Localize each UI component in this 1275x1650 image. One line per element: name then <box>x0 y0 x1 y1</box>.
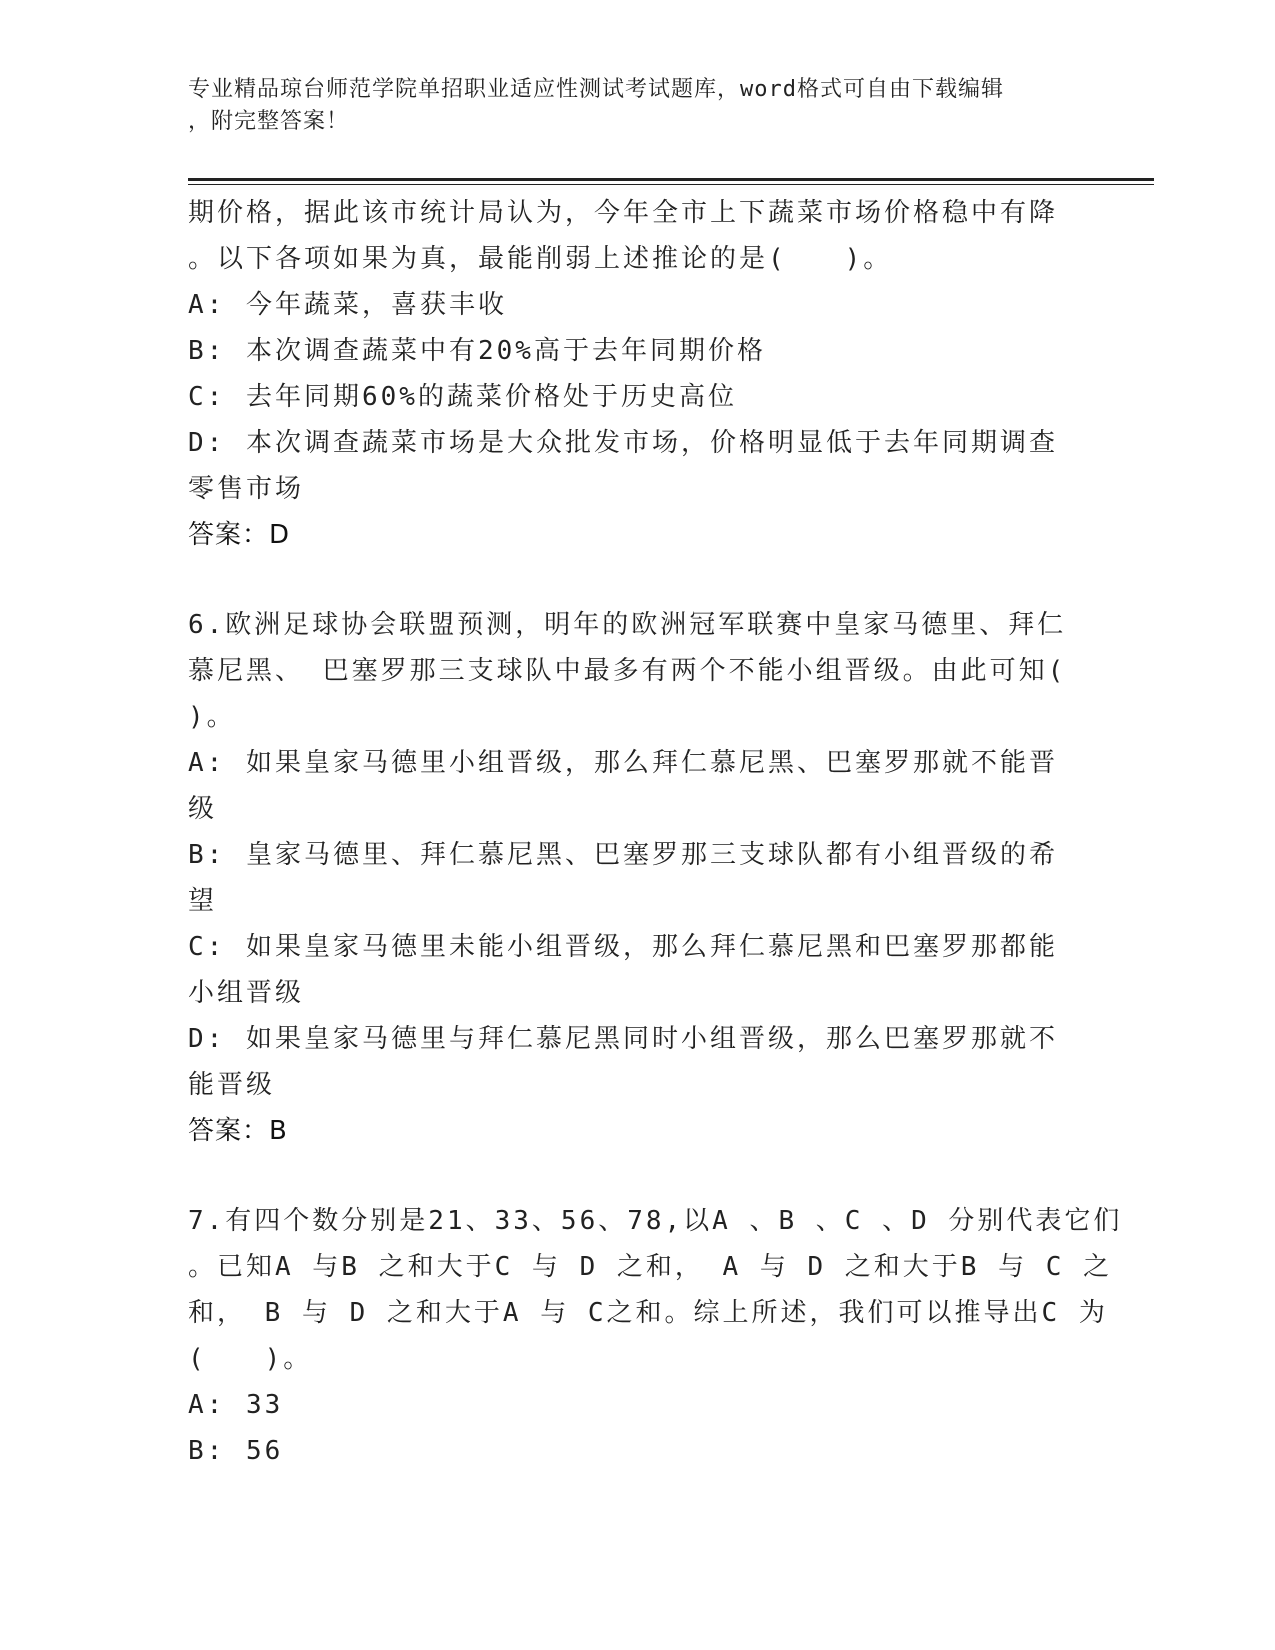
option-d <box>188 1016 1088 1062</box>
option-text: 本次调查蔬菜中有20%高于去年同期价格 <box>246 336 766 366</box>
question-7 <box>188 1198 1123 1474</box>
option-text-continued: 零售市场 <box>188 474 305 504</box>
question-text-line: ( )。 <box>188 1344 313 1374</box>
header-line-2: ，附完整答案！ <box>188 109 350 134</box>
option-b <box>188 1428 1088 1474</box>
spacer <box>188 558 1088 602</box>
question-text-line: )。 <box>188 702 236 732</box>
option-text-continued: 小组晋级 <box>188 978 305 1008</box>
question-text-line: 7.有四个数分别是21、33、56、78,以A 、B 、C 、D 分别代表它们 <box>188 1206 1123 1236</box>
answer-label: 答案：B <box>188 1116 288 1146</box>
option-a <box>188 282 1088 328</box>
option-key: C: <box>188 382 226 412</box>
option-a <box>188 1382 1088 1428</box>
option-key: B: <box>188 840 226 870</box>
option-text: 如果皇家马德里与拜仁慕尼黑同时小组晋级，那么巴塞罗那就不 <box>246 1024 1059 1054</box>
option-key: B: <box>188 336 226 366</box>
option-b <box>188 832 1088 878</box>
option-text: 去年同期60%的蔬菜价格处于历史高位 <box>246 382 737 412</box>
option-text-continued: 望 <box>188 886 218 916</box>
option-key: D: <box>188 428 226 458</box>
option-key: D: <box>188 1024 226 1054</box>
option-text: 33 <box>246 1390 284 1420</box>
option-text-continued: 级 <box>188 794 218 824</box>
header-divider-thick <box>188 178 1154 181</box>
option-text: 如果皇家马德里未能小组晋级，那么拜仁慕尼黑和巴塞罗那都能 <box>246 932 1059 962</box>
question-text-line: 。已知A 与B 之和大于C 与 D 之和， A 与 D 之和大于B 与 C 之 <box>188 1252 1113 1282</box>
question-text-line: 。以下各项如果为真，最能削弱上述推论的是( )。 <box>188 244 893 274</box>
option-key: C: <box>188 932 226 962</box>
option-text: 本次调查蔬菜市场是大众批发市场，价格明显低于去年同期调查 <box>246 428 1059 458</box>
option-text: 今年蔬菜，喜获丰收 <box>246 290 508 320</box>
option-key: A: <box>188 290 226 320</box>
option-a <box>188 740 1088 786</box>
question-text-line: 6.欧洲足球协会联盟预测，明年的欧洲冠军联赛中皇家马德里、拜仁 <box>188 610 1067 640</box>
header-line-1: 专业精品琼台师范学院单招职业适应性测试考试题库，word格式可自由下载编辑 <box>188 77 1004 102</box>
option-b <box>188 328 1088 374</box>
header-divider-thin <box>188 184 1154 185</box>
option-d <box>188 420 1088 466</box>
option-text-continued: 能晋级 <box>188 1070 276 1100</box>
option-text: 56 <box>246 1436 284 1466</box>
question-5 <box>188 190 1088 558</box>
document-header <box>188 74 1088 138</box>
question-text-line: 慕尼黑、 巴塞罗那三支球队中最多有两个不能小组晋级。由此可知( <box>188 656 1067 686</box>
option-text: 如果皇家马德里小组晋级，那么拜仁慕尼黑、巴塞罗那就不能晋 <box>246 748 1059 778</box>
question-text-line: 和， B 与 D 之和大于A 与 C之和。综上所述，我们可以推导出C 为 <box>188 1298 1108 1328</box>
option-key: A: <box>188 1390 226 1420</box>
question-text-line: 期价格，据此该市统计局认为，今年全市上下蔬菜市场价格稳中有降 <box>188 198 1059 228</box>
document-body <box>188 190 1123 1474</box>
answer-label: 答案：D <box>188 520 291 550</box>
option-key: A: <box>188 748 226 778</box>
spacer <box>188 1154 1088 1198</box>
option-c <box>188 374 1088 420</box>
option-text: 皇家马德里、拜仁慕尼黑、巴塞罗那三支球队都有小组晋级的希 <box>246 840 1059 870</box>
option-key: B: <box>188 1436 226 1466</box>
option-c <box>188 924 1088 970</box>
question-6 <box>188 602 1088 1154</box>
